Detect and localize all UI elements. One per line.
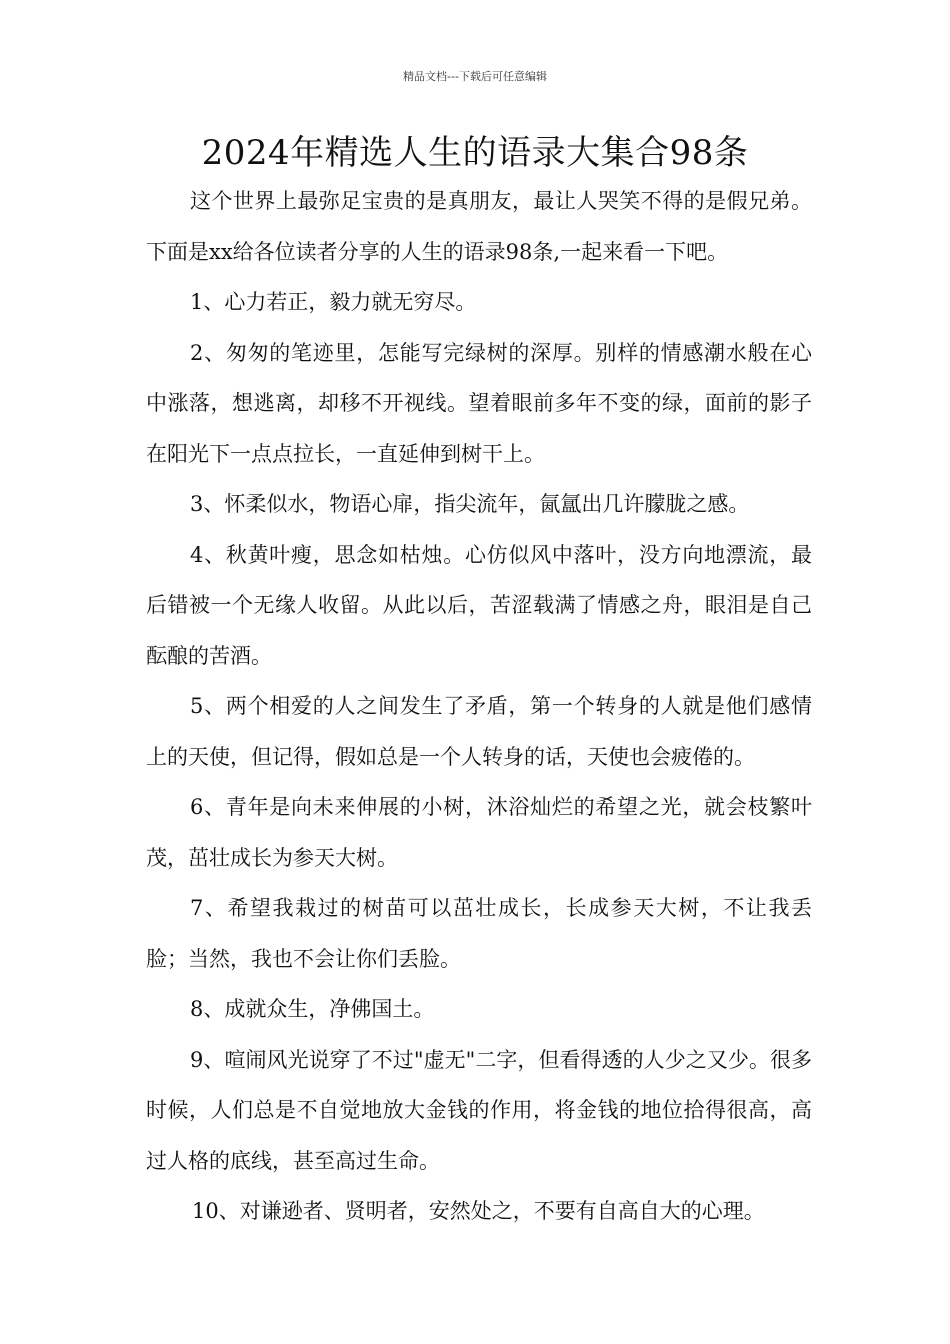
quote-item-1: 1、心力若正，毅力就无穷尽。 — [190, 290, 477, 314]
header-note: 精品文档---下载后可任意编辑 — [403, 70, 547, 83]
quote-item-10: 10、对谦逊者、贤明者，安然处之，不要有自高自大的心理。 — [192, 1199, 765, 1223]
quote-item-2: 2、匆匆的笔迹里，怎能写完绿树的深厚。别样的情感潮水般在心中涨落，想逃离，却移不开视线。望着眼前多年不变的绿，面前的影子在阳光下一点点拉长，一直延伸到树干上。 — [146, 340, 812, 466]
quote-item-6: 6、青年是向未来伸展的小树，沐浴灿烂的希望之光，就会枝繁叶茂，茁壮成长为参天大树。 — [146, 795, 812, 870]
quote-item-9: 9、喧闹风光说穿了不过"虚无"二字，但看得透的人少之又少。很多时候，人们总是不自觉地放大金钱的作用，将金钱的地位拾得很高，高过人格的底线，甚至高过生命。 — [146, 1047, 812, 1173]
document-title: 2024年精选人生的语录大集合98条 — [201, 133, 749, 173]
quote-item-7: 7、希望我栽过的树苗可以茁壮成长，长成参天大树，不让我丢脸；当然，我也不会让你们丢脸。 — [146, 896, 812, 971]
quote-item-3: 3、怀柔似水，物语心扉，指尖流年，氤氲出几许朦胧之感。 — [190, 492, 750, 516]
document-body — [146, 176, 812, 1237]
quote-item-4: 4、秋黄叶瘦，思念如枯烛。心仿似风中落叶，没方向地漂流，最后错被一个无缘人收留。从此以后，苦涩载满了情感之舟，眼泪是自己酝酿的苦酒。 — [146, 542, 812, 668]
intro-paragraph: 这个世界上最弥足宝贵的是真朋友，最让人哭笑不得的是假兄弟。下面是xx给各位读者分享的人生的语录98条,一起来看一下吧。 — [146, 189, 812, 264]
quote-item-8: 8、成就众生，净佛国土。 — [190, 997, 435, 1021]
quote-item-5: 5、两个相爱的人之间发生了矛盾，第一个转身的人就是他们感情上的天使，但记得，假如总是一个人转身的话，天使也会疲倦的。 — [146, 694, 812, 769]
